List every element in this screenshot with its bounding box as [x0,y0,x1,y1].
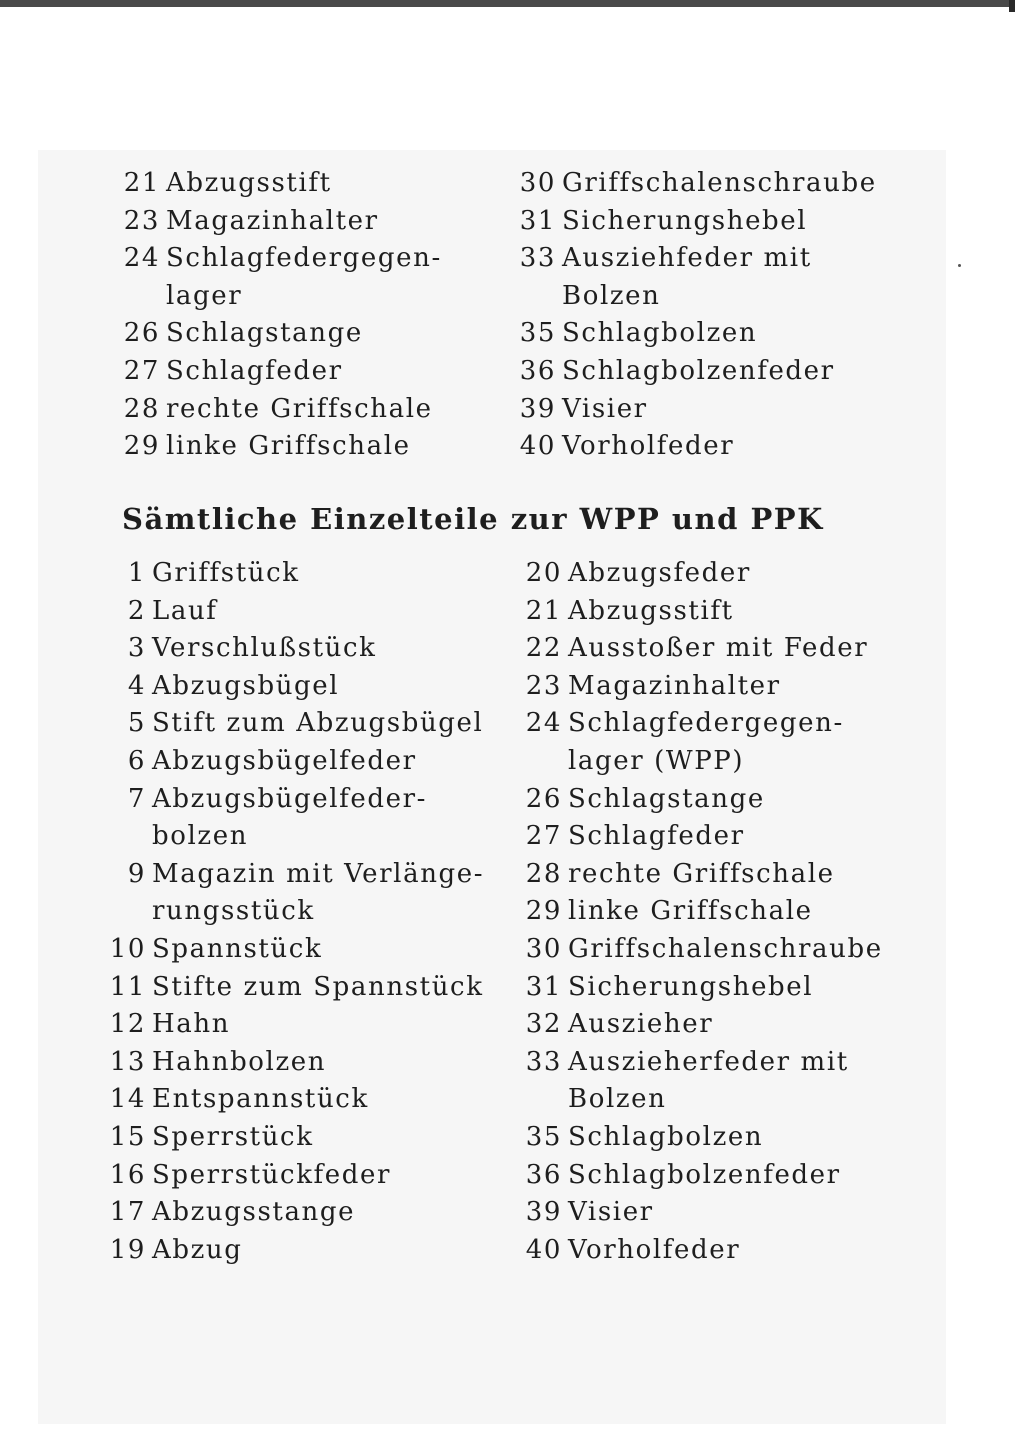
part-number: 26 [123,318,160,349]
part-name: Schlagfedergegen- [568,708,844,739]
part-number: 4 [127,670,146,701]
part-name: bolzen [152,821,249,852]
part-name: linke Griffschale [568,896,813,927]
part-name: Sicherungshebel [568,971,814,1002]
part-number: 24 [123,243,160,274]
part-number: 11 [109,971,146,1002]
part-number: 40 [519,431,556,462]
part-number: 39 [519,393,556,424]
part-name: Schlagbolzen [562,318,758,349]
part-name: Visier [562,393,648,424]
part-name: Magazin mit Verlänge- [152,858,485,889]
part-number: 21 [525,595,562,626]
part-name: Schlagbolzenfeder [568,1159,841,1190]
part-number: 28 [525,858,562,889]
part-name: Abzugsstift [166,168,332,198]
part-name: linke Griffschale [166,431,411,462]
part-number: 29 [123,431,160,462]
part-name: Bolzen [562,280,661,311]
part-number: 35 [525,1121,562,1152]
part-name: Lauf [152,595,218,626]
part-name: Bolzen [568,1084,667,1115]
part-name: Schlagfeder [166,355,343,386]
part-number: 39 [525,1197,562,1228]
part-name: Hahnbolzen [152,1046,327,1077]
part-number: 31 [525,971,562,1002]
part-name: Abzug [152,1234,243,1265]
part-name: Vorholfeder [568,1234,741,1265]
part-number: 33 [525,1046,562,1077]
part-number: 2 [127,595,146,626]
part-name: Stifte zum Spannstück [152,971,484,1002]
part-name: Magazinhalter [568,670,781,701]
part-name: Schlagstange [568,783,765,814]
part-name: Ausziehfeder mit [562,243,812,274]
part-name: Vorholfeder [562,431,735,462]
part-number: 23 [525,670,562,701]
part-name: Schlagstange [166,318,363,349]
part-number: 24 [525,708,562,739]
scan-top-edge [0,0,1015,7]
part-number: 30 [525,933,562,964]
part-name: rechte Griffschale [166,393,433,424]
part-name: Schlagfeder [568,821,745,852]
part-number: 20 [525,558,562,588]
part-name: rungsstück [152,896,315,927]
part-name: Abzugsbügelfeder [152,745,417,776]
part-number: 30 [519,168,556,198]
part-number: 12 [109,1009,146,1040]
part-number: 3 [127,633,146,664]
part-number: 16 [109,1159,146,1190]
part-number: 21 [123,168,160,198]
part-name: Griffschalenschraube [568,933,883,964]
part-number: 6 [127,745,146,776]
part-number: 17 [109,1197,146,1228]
part-number: 19 [109,1234,146,1265]
part-name: Ausstoßer mit Feder [568,633,869,664]
part-name: Schlagfedergegen- [166,243,442,274]
part-name: rechte Griffschale [568,858,835,889]
part-name: Sicherungshebel [562,205,808,236]
part-number: 32 [525,1009,562,1040]
part-number: 7 [127,783,146,814]
part-name: Griffschalenschraube [562,168,877,198]
part-number: 36 [519,355,556,386]
part-name: Visier [568,1197,654,1228]
part-number: 29 [525,896,562,927]
section-title: Sämtliche Einzelteile zur WPP und PPK [122,502,824,536]
part-number: 26 [525,783,562,814]
part-name: Entspannstück [152,1084,369,1115]
part-name: Stift zum Abzugsbügel [152,708,484,739]
part-name: Abzugsbügelfeder- [152,783,428,814]
part-name: Sperrstück [152,1121,314,1152]
part-name: lager (WPP) [568,745,745,776]
part-name: Auszieher [568,1009,714,1040]
part-name: Abzugsstift [568,595,734,626]
part-number: 14 [109,1084,146,1115]
part-name: lager [166,280,243,311]
part-name: Spannstück [152,933,323,964]
part-number: 23 [123,205,160,236]
part-number: 27 [123,355,160,386]
part-name: Magazinhalter [166,205,379,236]
part-number: 15 [109,1121,146,1152]
part-name: Griffstück [152,558,300,588]
part-number: 36 [525,1159,562,1190]
part-name: Abzugsbügel [152,670,340,701]
part-number: 5 [127,708,146,739]
part-number: 27 [525,821,562,852]
scan-corner-mark [1009,0,1015,12]
scan-speck [958,264,961,267]
part-number: 40 [525,1234,562,1265]
part-number: 33 [519,243,556,274]
part-number: 13 [109,1046,146,1077]
part-name: Auszieherfeder mit [568,1046,849,1077]
part-name: Abzugsfeder [568,558,751,588]
part-number: 22 [525,633,562,664]
part-number: 35 [519,318,556,349]
part-name: Schlagbolzen [568,1121,764,1152]
part-number: 10 [109,933,146,964]
part-number: 31 [519,205,556,236]
part-number: 1 [127,558,146,588]
part-number: 28 [123,393,160,424]
part-name: Verschlußstück [152,633,377,664]
part-name: Schlagbolzenfeder [562,355,835,386]
part-number: 9 [127,858,146,889]
part-name: Abzugsstange [152,1197,356,1228]
part-name: Sperrstückfeder [152,1159,392,1190]
part-name: Hahn [152,1009,231,1040]
